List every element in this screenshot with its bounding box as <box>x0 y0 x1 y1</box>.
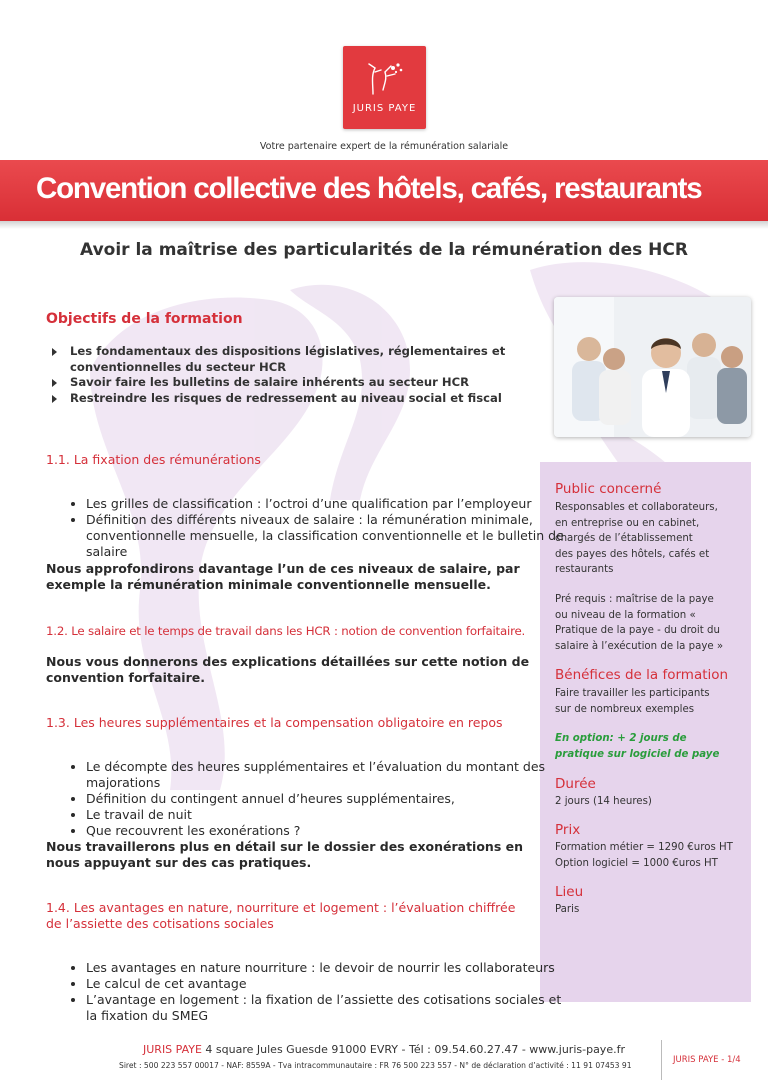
text-line: chargés de l’établissement <box>555 533 693 544</box>
subtitle: Avoir la maîtrise des particularités de la rémunération des HCR <box>80 240 688 260</box>
objectives-list <box>46 344 516 406</box>
list-item: • L’avantage en logement : la fixation de l’assiette des cotisations sociales et la fixation du SMEG <box>86 992 576 1024</box>
list-item: • Définition des différents niveaux de salaire : la rémunération minimale, conventionnelle mensuelle, la classification conventionnelle et le bulletin de salaire <box>86 512 576 560</box>
text-line: Pré requis : maîtrise de la paye <box>555 594 714 605</box>
footer-address <box>0 1043 768 1056</box>
place-title: Lieu <box>555 884 584 900</box>
page-title: Convention collective des hôtels, cafés, restaurants <box>36 172 702 205</box>
text-line: ou niveau de la formation « <box>555 609 696 621</box>
text-line: En option: + 2 jours de <box>555 733 687 744</box>
prereq-text <box>555 592 723 654</box>
team-photo <box>554 297 751 437</box>
list-item: Les fondamentaux des dispositions législatives, réglementaires et conventionnelles du secteur HCR <box>46 344 516 375</box>
list-item: • Les avantages en nature nourriture : le devoir de nourrir les collaborateurs <box>86 960 576 976</box>
list-item: • Définition du contingent annuel d’heures supplémentaires, <box>86 791 576 807</box>
footer-brand: JURIS PAYE <box>143 1043 202 1056</box>
section-3-list <box>46 759 576 839</box>
place-text: Paris <box>555 904 580 915</box>
duration-text: 2 jours (14 heures) <box>555 796 652 807</box>
list-item: • Le décompte des heures supplémentaires et l’évaluation du montant des majorations <box>86 759 576 791</box>
business-people-photo-icon <box>554 297 751 437</box>
text-line: Option logiciel = 1000 €uros HT <box>555 857 718 869</box>
list-item: • Que recouvrent les exonérations ? <box>86 823 576 839</box>
section-3-note: Nous travaillerons plus en détail sur le dossier des exonérations en nous appuyant sur des cas pratiques. <box>46 839 523 870</box>
page-divider <box>661 1040 662 1080</box>
dancers-logo-icon <box>363 60 407 96</box>
page-number: JURIS PAYE - 1/4 <box>673 1055 741 1065</box>
benefits-title: Bénéfices de la formation <box>555 667 729 683</box>
juris-paye-logo <box>343 46 426 129</box>
tagline: Votre partenaire expert de la rémunération salariale <box>259 141 509 152</box>
logo-text: JURIS PAYE <box>352 103 417 114</box>
duration-title: Durée <box>555 776 596 792</box>
section-4-list <box>46 960 576 1024</box>
text-line: en entreprise ou en cabinet, <box>555 517 700 529</box>
list-item: • Le travail de nuit <box>86 807 576 823</box>
objectives-title: Objectifs de la formation <box>46 311 243 327</box>
public-title: Public concerné <box>555 481 662 497</box>
section-3-title: 1.3. Les heures supplémentaires et la compensation obligatoire en repos <box>46 715 503 730</box>
text-line: Faire travailler les participants <box>555 688 710 699</box>
list-item: • Le calcul de cet avantage <box>86 976 576 992</box>
footer-legal: Siret : 500 223 557 00017 - NAF: 8559A - Tva intracommunautaire : FR 76 500 223 557 - N° de déclaration d’activité : 11 91 07453 91 <box>119 1061 632 1070</box>
benefits-text <box>555 686 710 717</box>
section-1-note: Nous approfondirons davantage l’un de ces niveaux de salaire, par exemple la rémunération minimale conventionnelle mensuelle. <box>46 561 520 592</box>
footer-address-text: 4 square Jules Guesde 91000 EVRY - Tél : 09.54.60.27.47 - www.juris-paye.fr <box>201 1043 625 1056</box>
price-text <box>555 840 733 871</box>
title-banner <box>0 160 768 221</box>
text-line: Pratique de la paye - du droit du <box>555 625 720 636</box>
section-2-note: Nous vous donnerons des explications détaillées sur cette notion de convention forfaitaire. <box>46 654 530 685</box>
banner-shadow <box>0 221 768 229</box>
text-line: Formation métier = 1290 €uros HT <box>555 842 733 853</box>
price-title: Prix <box>555 822 581 838</box>
list-item: Savoir faire les bulletins de salaire inhérents au secteur HCR <box>46 375 516 391</box>
text-line: Responsables et collaborateurs, <box>555 502 718 513</box>
option-text <box>555 731 719 762</box>
text-line: restaurants <box>555 564 614 575</box>
section-2-title: 1.2. Le salaire et le temps de travail dans les HCR : notion de convention forfaitaire. <box>46 624 526 638</box>
text-line: des payes des hôtels, cafés et <box>555 548 710 560</box>
text-line: pratique sur logiciel de paye <box>555 748 720 760</box>
list-item: Restreindre les risques de redressement au niveau social et fiscal <box>46 391 516 407</box>
section-4-title: 1.4. Les avantages en nature, nourriture et logement : l’évaluation chiffrée de l’assiette des cotisations sociales <box>46 900 516 931</box>
text-line: salaire à l’exécution de la paye » <box>555 640 724 652</box>
public-text <box>555 500 718 578</box>
list-item: • Les grilles de classification : l’octroi d’une qualification par l’employeur <box>86 496 576 512</box>
text-line: sur de nombreux exemples <box>555 703 695 715</box>
section-1-title: 1.1. La fixation des rémunérations <box>46 452 261 467</box>
section-1-list <box>46 496 576 560</box>
